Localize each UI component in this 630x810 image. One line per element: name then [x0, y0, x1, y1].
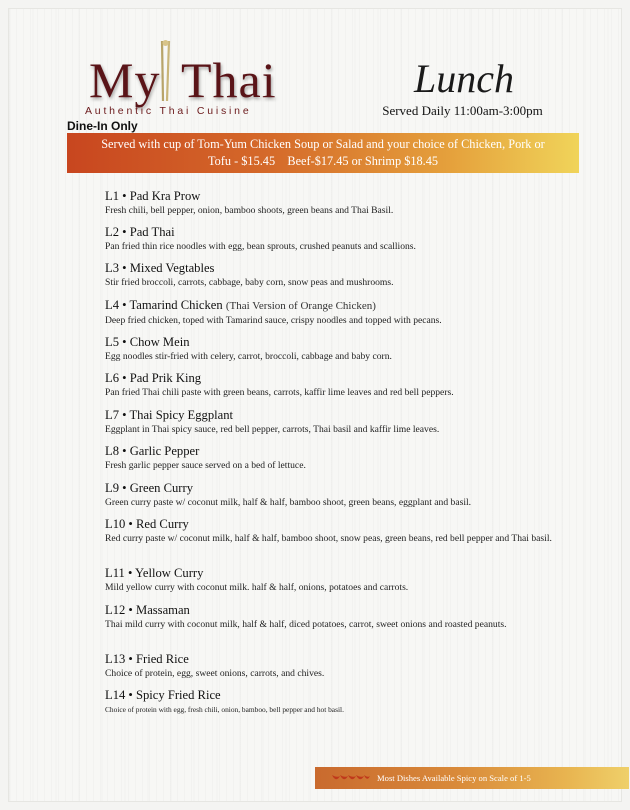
item-title: L12 • Massaman: [105, 603, 190, 617]
item-description: Stir fried broccoli, carrots, cabbage, baby corn, snow peas and mushrooms.: [105, 277, 394, 288]
menu-page: [8, 8, 622, 802]
menu-item: [105, 652, 575, 680]
dine-in-label: Dine-In Only: [67, 119, 138, 133]
item-title: L14 • Spicy Fried Rice: [105, 688, 221, 702]
item-title: L4 • Tamarind Chicken: [105, 298, 223, 312]
menu-item: [105, 603, 575, 631]
menu-item: [105, 261, 575, 289]
item-title: L11 • Yellow Curry: [105, 566, 204, 580]
menu-item: [105, 408, 575, 436]
menu-item: [105, 225, 575, 253]
item-title: L6 • Pad Prik King: [105, 371, 202, 385]
item-description: Choice of protein, egg, sweet onions, carrots, and chives.: [105, 668, 325, 679]
menu-item: [105, 335, 575, 363]
brand-tagline: Authentic Thai Cuisine: [85, 105, 252, 117]
item-description: Choice of protein with egg, fresh chili, onion, bamboo, bell pepper and hot basil.: [105, 705, 344, 714]
item-description: Fresh chili, bell pepper, onion, bamboo shoots, green beans and Thai Basil.: [105, 205, 394, 216]
item-description: Fresh garlic pepper sauce served on a bed of lettuce.: [105, 460, 306, 471]
item-description: Pan fried Thai chili paste with green beans, carrots, kaffir lime leaves and red bell peppers.: [105, 387, 454, 398]
menu-item: [105, 481, 575, 509]
item-title: L1 • Pad Kra Prow: [105, 189, 201, 203]
brand-logo: [81, 39, 296, 124]
lunch-hours: Served Daily 11:00am-3:00pm: [382, 103, 543, 118]
item-description: Pan fried thin rice noodles with egg, bean sprouts, crushed peanuts and scallions.: [105, 241, 416, 252]
item-description: Red curry paste w/ coconut milk, half & half, bamboo shoot, snow peas, green beans, red bell pepper and Thai basil.: [105, 533, 552, 544]
item-title: L10 • Red Curry: [105, 517, 189, 531]
item-title: L7 • Thai Spicy Eggplant: [105, 408, 233, 422]
pricing-line-2: Tofu - $15.45 Beef-$17.45 or Shrimp $18.45: [207, 154, 439, 168]
item-description: Green curry paste w/ coconut milk, half & half, bamboo shoot, green beans, eggplant and basil.: [105, 497, 472, 508]
item-description: Mild yellow curry with coconut milk. half & half, onions, potatoes and carrots.: [105, 582, 409, 593]
menu-item: [105, 371, 575, 399]
menu-item: [105, 189, 575, 217]
item-title: L5 • Chow Mein: [105, 335, 190, 349]
lunch-title: Lunch: [414, 56, 514, 101]
item-description: Deep fried chicken, toped with Tamarind sauce, crispy noodles and topped with pecans.: [105, 315, 442, 326]
item-title: L13 • Fried Rice: [105, 652, 189, 666]
brand-name-part2: Thai: [181, 52, 277, 108]
item-note: (Thai Version of Orange Chicken): [225, 300, 376, 312]
menu-item: [105, 566, 575, 594]
item-title: L8 • Garlic Pepper: [105, 444, 200, 458]
item-description: Eggplant in Thai spicy sauce, red bell pepper, carrots, Thai basil and kaffir lime leaves.: [105, 424, 440, 435]
item-description: Thai mild curry with coconut milk, half & half, diced potatoes, carrot, sweet onions and roasted peanuts.: [105, 619, 507, 630]
menu-item: [105, 444, 575, 472]
pricing-banner: [67, 133, 579, 173]
spicy-note-bar: [315, 767, 629, 789]
menu-item: [105, 517, 575, 545]
menu-item: [105, 688, 575, 716]
item-title: L2 • Pad Thai: [105, 225, 175, 239]
item-title: L9 • Green Curry: [105, 481, 193, 495]
spicy-note: Most Dishes Available Spicy on Scale of 1-5: [377, 773, 531, 783]
item-title: L3 • Mixed Vegtables: [105, 261, 215, 275]
item-description: Egg noodles stir-fried with celery, carrot, broccoli, cabbage and baby corn.: [105, 351, 392, 362]
pricing-line-1: Served with cup of Tom-Yum Chicken Soup or Salad and your choice of Chicken, Pork or: [101, 137, 545, 151]
brand-name-part1: My: [89, 52, 161, 108]
menu-item: [105, 298, 575, 327]
chili-pepper-icon: [331, 772, 371, 784]
